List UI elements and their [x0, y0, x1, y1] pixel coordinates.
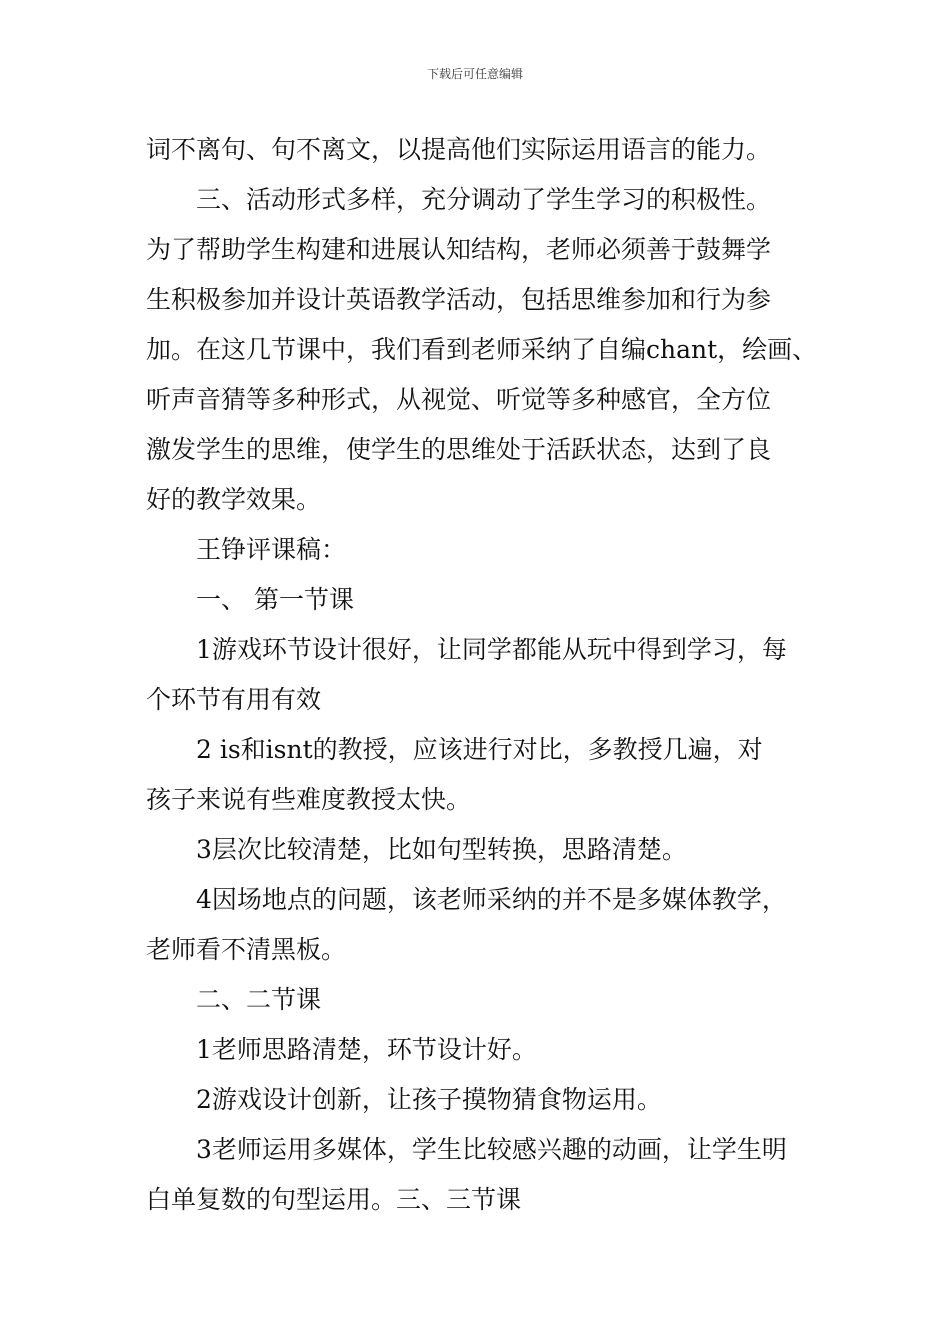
- text-line: 好的教学效果。: [146, 485, 322, 514]
- text-line: 1游戏环节设计很好，让同学都能从玩中得到学习，每: [196, 635, 787, 664]
- text-line: 加。在这几节课中，我们看到老师采纳了自编chant，绘画、: [146, 335, 818, 364]
- text-line: 个环节有用有效: [146, 685, 322, 714]
- document-body: [146, 125, 816, 1225]
- text-line: 3层次比较清楚，比如句型转换，思路清楚。: [196, 835, 687, 864]
- text-line: 三、活动形式多样，充分调动了学生学习的积极性。: [196, 185, 772, 214]
- text-line: 3老师运用多媒体，学生比较感兴趣的动画，让学生明: [196, 1135, 787, 1164]
- text-line: 孩子来说有些难度教授太快。: [146, 785, 472, 814]
- text-line: 听声音猜等多种形式，从视觉、听觉等多种感官，全方位: [146, 385, 772, 414]
- text-line: 王铮评课稿：: [196, 535, 347, 564]
- page-header: 下载后可任意编辑: [426, 67, 523, 81]
- text-line: 2 is和isnt的教授，应该进行对比，多教授几遍，对: [196, 735, 763, 764]
- text-line: 生积极参加并设计英语教学活动，包括思维参加和行为参: [146, 285, 772, 314]
- text-line: 激发学生的思维，使学生的思维处于活跃状态，达到了良: [146, 435, 772, 464]
- text-line: 为了帮助学生构建和进展认知结构，老师必须善于鼓舞学: [146, 235, 772, 264]
- text-line: 二、二节课: [196, 985, 322, 1014]
- text-line: 1老师思路清楚，环节设计好。: [196, 1035, 537, 1064]
- text-line: 白单复数的句型运用。三、三节课: [146, 1185, 522, 1214]
- text-line: 老师看不清黑板。: [146, 935, 347, 964]
- text-line: 词不离句、句不离文，以提高他们实际运用语言的能力。: [146, 135, 772, 164]
- text-line: 2游戏设计创新，让孩子摸物猜食物运用。: [196, 1085, 662, 1114]
- text-line: 4因场地点的问题，该老师采纳的并不是多媒体教学，: [196, 885, 787, 914]
- text-line: 一、 第一节课: [196, 585, 354, 614]
